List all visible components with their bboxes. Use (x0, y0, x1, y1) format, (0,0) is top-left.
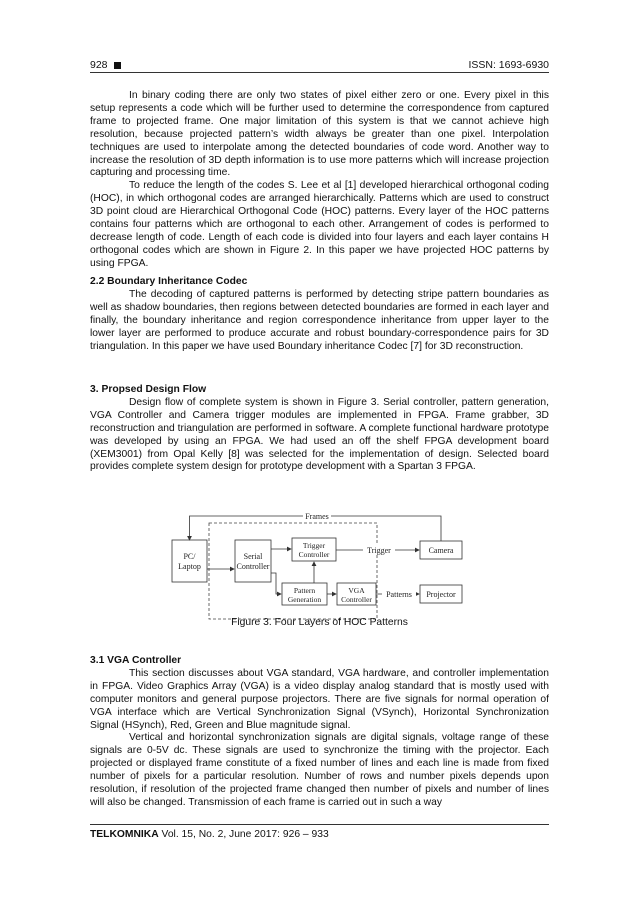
serial-controller-label: Controller (236, 562, 270, 571)
square-bullet-icon (114, 62, 121, 69)
paragraph: Design flow of complete system is shown in Figure 3. Serial controller, pattern generation, VGA Controller and Camera trigger modules are implemented in FPGA. Frame grabber, 3D reconstruction and triangulation are performed in software. A complete functional hardware prototype was developed by using an FPGA. We had used an off the shelf FPGA development board (XEM3001) from Opal Kelly [8] was selected for the implementation of design. Selected board provides complete system design for prototype development with a Spartan 3 FPGA. (90, 396, 549, 473)
section-3-1 (90, 655, 549, 810)
section-heading: 2.2 Boundary Inheritance Codec (90, 276, 248, 287)
footer-rule (90, 824, 549, 825)
figure-3-diagram (170, 509, 480, 621)
paragraph: This section discusses about VGA standard, VGA hardware, and controller implementation in FPGA. Video Graphics Array (VGA) is a video display analog standard that is mostly used with computer monitors and general purpose projectors. There are five signals for normal operation of VGA interface which are Vertical Synchronization Signal (VSynch), Horizontal Synchronization Signal (HSynch), Red, Green and Blue magnitude signal. (90, 667, 549, 731)
footer-citation: Vol. 15, No. 2, June 2017: 926 – 933 (161, 829, 329, 840)
trigger-controller-label-2: Controller (298, 550, 330, 559)
generation-label: Generation (287, 595, 322, 604)
frames-label: Frames (305, 512, 329, 521)
page-number: 928 (90, 59, 108, 71)
pattern-label: Pattern (293, 586, 316, 595)
pc-label: PC/ (183, 552, 196, 561)
figure-caption: Figure 3. Four Layers of HOC Patterns (231, 617, 408, 628)
section-2-2 (90, 276, 549, 353)
laptop-label: Laptop (178, 562, 201, 571)
section-heading: 3.1 VGA Controller (90, 655, 182, 666)
camera-label: Camera (428, 546, 454, 555)
serial-label: Serial (243, 552, 263, 561)
paragraph: The decoding of captured patterns is performed by detecting stripe pattern boundaries as well as shadow boundaries, then regions between detected boundaries are formed in each layer and finally, the boundary inheritance and region correspondence inheritance from upper layer to the lower layer are performed to produce accurate and robust boundary-correspondence pairs for 3D triangulation. In this paper we have used Boundary inheritance Codec [7] for 3D reconstruction. (90, 288, 549, 352)
intro-text (90, 90, 549, 271)
page-header (90, 55, 549, 71)
issn: ISSN: 1693-6930 (468, 59, 549, 71)
section-heading: 3. Propsed Design Flow (90, 384, 207, 395)
serial-to-pattern-arrow (271, 573, 281, 594)
fpga-dashed-boundary (209, 523, 377, 619)
paragraph: Vertical and horizontal synchronization signals are digital signals, voltage range of these signals are 0-5V dc. These signals are used to synchronize the timing with the projector. Each projected or displayed frame constitute of a fixed number of lines and each line is made from fixed number of pixels for a particular resolution. Number of rows and number pixels depends upon resolution, if resolution of the projected frame changed then number of pixels and number of lines will also be changed. Transmission of each frame is carried out in such a way (90, 732, 549, 808)
projector-label: Projector (426, 590, 456, 599)
header-left (90, 59, 121, 71)
serial-controller-box (235, 540, 271, 582)
section-3 (90, 384, 549, 474)
journal-name: TELKOMNIKA (90, 829, 159, 840)
paragraph: To reduce the length of the codes S. Lee et al [1] developed hierarchical orthogonal coding (HOC), in which orthogonal codes are arranged hierarchically. Patterns which are used to construct 3D point cloud are Hierarchical Orthogonal Code (HOC) patterns. Every layer of the HOC patterns contains four patterns which are orthogonal to each other. Arrangement of codes is performed to decrease length of code. Length of each code is divided into four layers and each layer contains H orthogonal codes which are shown in Figure 2. In this paper we have projected HOC patterns by using FPGA. (90, 180, 549, 269)
trigger-label: Trigger (367, 546, 391, 555)
page-footer (90, 829, 329, 840)
pc-laptop-box (172, 540, 207, 582)
patterns-label: Patterns (386, 590, 412, 599)
header-rule (90, 72, 549, 73)
vga-controller-label: Controller (341, 595, 372, 604)
trigger-controller-label-1: Trigger (302, 541, 326, 550)
paragraph: In binary coding there are only two states of pixel either zero or one. Every pixel in this setup represents a code which will be further used to determine the correspondence from captured frame to projected frame. One major limitation of this system is that we cannot achieve high resolution, because projected pattern’s width always be greater than one pixel. Interpolation techniques are used to interpolate among the detected boundaries of code word. Another way to increase the resolution of 3D depth information is to use more patterns which will increase projection capturing and processing time. (90, 90, 549, 179)
vga-label: VGA (348, 586, 365, 595)
